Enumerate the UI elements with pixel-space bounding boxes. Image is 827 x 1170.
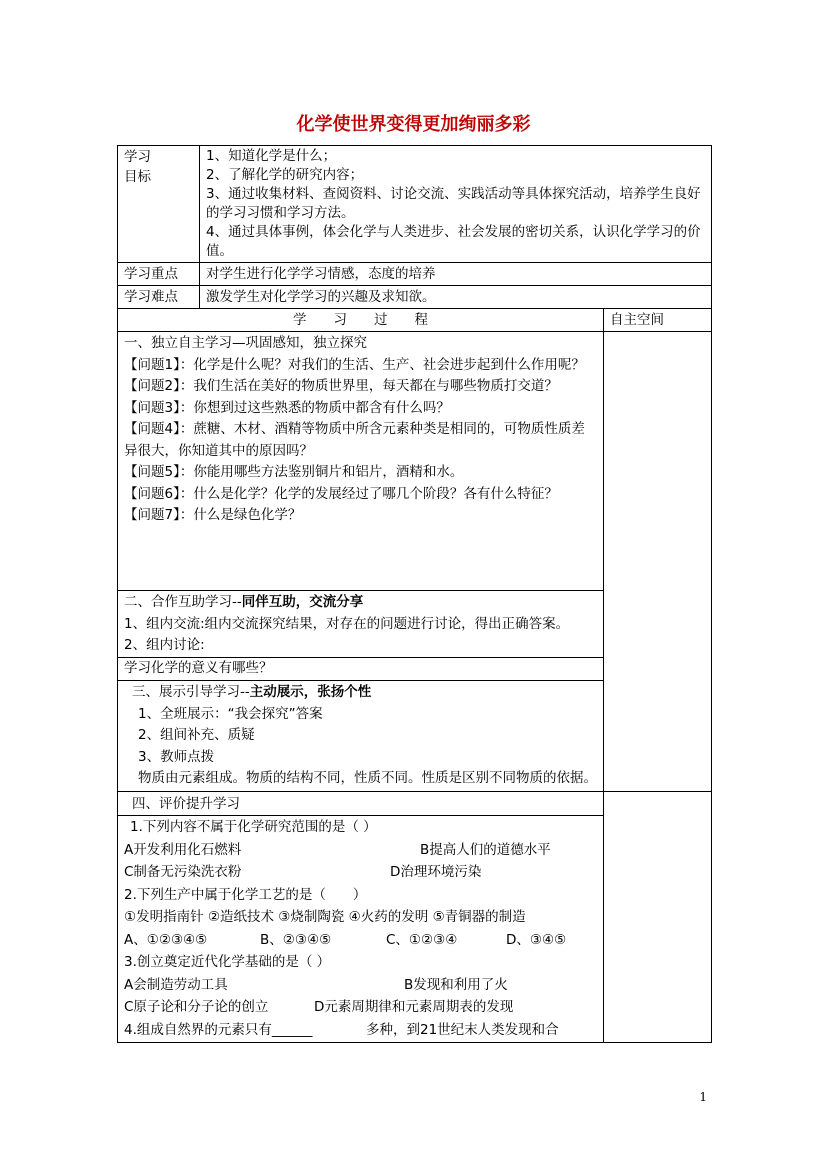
section3-heading: 三、展示引导学习--主动展示，张扬个性: [132, 684, 372, 700]
question-item: 【问题4】：蔗糖、木材、酒精等物质中所含元素种类是相同的，可物质性质差异很大，你知道其中的原因吗？: [124, 421, 585, 459]
goal-item: 4、通过具体事例，体会化学与人类进步、社会发展的密切关系，认识化学学习的价值。: [206, 224, 701, 259]
difficulty-row: [118, 286, 712, 309]
question-3: 3.创立奠定近代化学基础的是（ ）: [124, 954, 331, 970]
question-item: 【问题3】：你想到过这些熟悉的物质中都含有什么吗？: [124, 399, 450, 416]
question-1: 1.下列内容不属于化学研究范围的是（ ）: [130, 819, 377, 835]
section2-discussion: 学习化学的意义有哪些？: [118, 657, 603, 680]
page-number: 1: [699, 1090, 707, 1104]
q1-option-d: D治理环境污染: [390, 864, 482, 880]
difficulty-label: 学习难点: [118, 286, 200, 309]
goal-item: 3、通过收集材料、查阅资料、讨论交流、实践活动等具体探究活动，培养学生良好的学习习惯和学习方法。: [206, 186, 701, 221]
goal-item: 2、了解化学的研究内容；: [206, 167, 364, 183]
section4-content: [118, 791, 604, 1043]
q1-option-a: A开发利用化石燃料: [124, 841, 242, 858]
section1-content: [118, 332, 604, 591]
question-item: 【问题5】：你能用哪些方法鉴别铜片和铝片，酒精和水。: [124, 464, 464, 480]
question-item: 【问题7】：什么是绿色化学？: [124, 507, 302, 523]
q3-options-ab: [124, 974, 597, 997]
goals-content: [200, 146, 712, 263]
q1-option-b: B提高人们的道德水平: [420, 841, 551, 858]
section1-heading: 一、独立自主学习—巩固感知，独立探究: [124, 335, 367, 351]
process-header-row: [118, 309, 712, 332]
goals-row: [118, 146, 712, 263]
process-header: 学 习 过 程: [118, 309, 604, 332]
section4-heading: 四、评价提升学习: [118, 793, 603, 817]
question-item: 【问题1】：化学是什么呢？对我们的生活、生产、社会进步起到什么作用呢？: [124, 356, 585, 373]
space-column-lower: [604, 791, 712, 1043]
focus-row: [118, 263, 712, 286]
goal-item: 1、知道化学是什么；: [206, 148, 337, 164]
section3-content: [118, 681, 604, 792]
question-2: 2.下列生产中属于化学工艺的是（ ）: [124, 886, 367, 903]
q2-option-d: D、③④⑤: [506, 931, 567, 948]
question-item: 【问题2】：我们生活在美好的物质世界里，每天都在与哪些物质打交道？: [124, 378, 558, 394]
q1-options-cd: [124, 861, 597, 884]
section2-heading: 二、合作互助学习--同伴互助，交流分享: [124, 594, 364, 610]
q4-start: 4.组成自然界的元素只有______: [124, 1021, 313, 1038]
goals-label: 学习目标: [118, 146, 200, 263]
q3-options-cd: [124, 996, 597, 1019]
q2-option-c: C、①②③④: [386, 931, 458, 948]
focus-label: 学习重点: [118, 263, 200, 286]
section1-row: [118, 332, 712, 591]
section3-line: 3、教师点拨: [138, 748, 215, 765]
q3-option-d: D元素周期律和元素周期表的发现: [314, 999, 514, 1015]
q2-items: ①发明指南针 ②造纸技术 ③烧制陶瓷 ④火药的发明 ⑤青铜器的制造: [124, 909, 526, 925]
section2-line: 2、组内讨论:: [124, 637, 205, 653]
question-4: [124, 1019, 597, 1042]
section2-line: 1、组内交流:组内交流探究结果，对存在的问题进行讨论，得出正确答案。: [124, 615, 570, 632]
space-header: 自主空间: [604, 309, 712, 332]
q4-end: 多种，到21世纪末人类发现和合: [366, 1021, 559, 1038]
q3-option-b: B发现和利用了火: [404, 976, 508, 993]
focus-content: 对学生进行化学学习情感，态度的培养: [200, 263, 712, 286]
section3-line: 1、全班展示：“我会探究”答案: [138, 705, 323, 722]
q1-options-ab: [124, 839, 597, 862]
q3-option-c: C原子论和分子论的创立: [124, 999, 269, 1015]
q2-option-b: B、②③④⑤: [260, 931, 332, 948]
lesson-table: [117, 145, 712, 1043]
q2-options: [124, 929, 597, 952]
difficulty-content: 激发学生对化学学习的兴趣及求知欲。: [200, 286, 712, 309]
q2-option-a: A、①②③④⑤: [124, 931, 208, 948]
q3-option-a: A会制造劳动工具: [124, 976, 228, 993]
q1-option-c: C制备无污染洗衣粉: [124, 864, 242, 880]
section3-note: 物质由元素组成。物质的结构不同，性质不同。性质是区别不同物质的依据。: [138, 770, 597, 786]
section3-line: 2、组间补充、质疑: [138, 727, 255, 743]
section4-row: [118, 791, 712, 1043]
page-title: 化学使世界变得更加绚丽多彩: [296, 114, 531, 135]
section2-content: [118, 591, 604, 681]
space-column: [604, 332, 712, 792]
question-item: 【问题6】：什么是化学？化学的发展经过了哪几个阶段？各有什么特征？: [124, 485, 558, 502]
